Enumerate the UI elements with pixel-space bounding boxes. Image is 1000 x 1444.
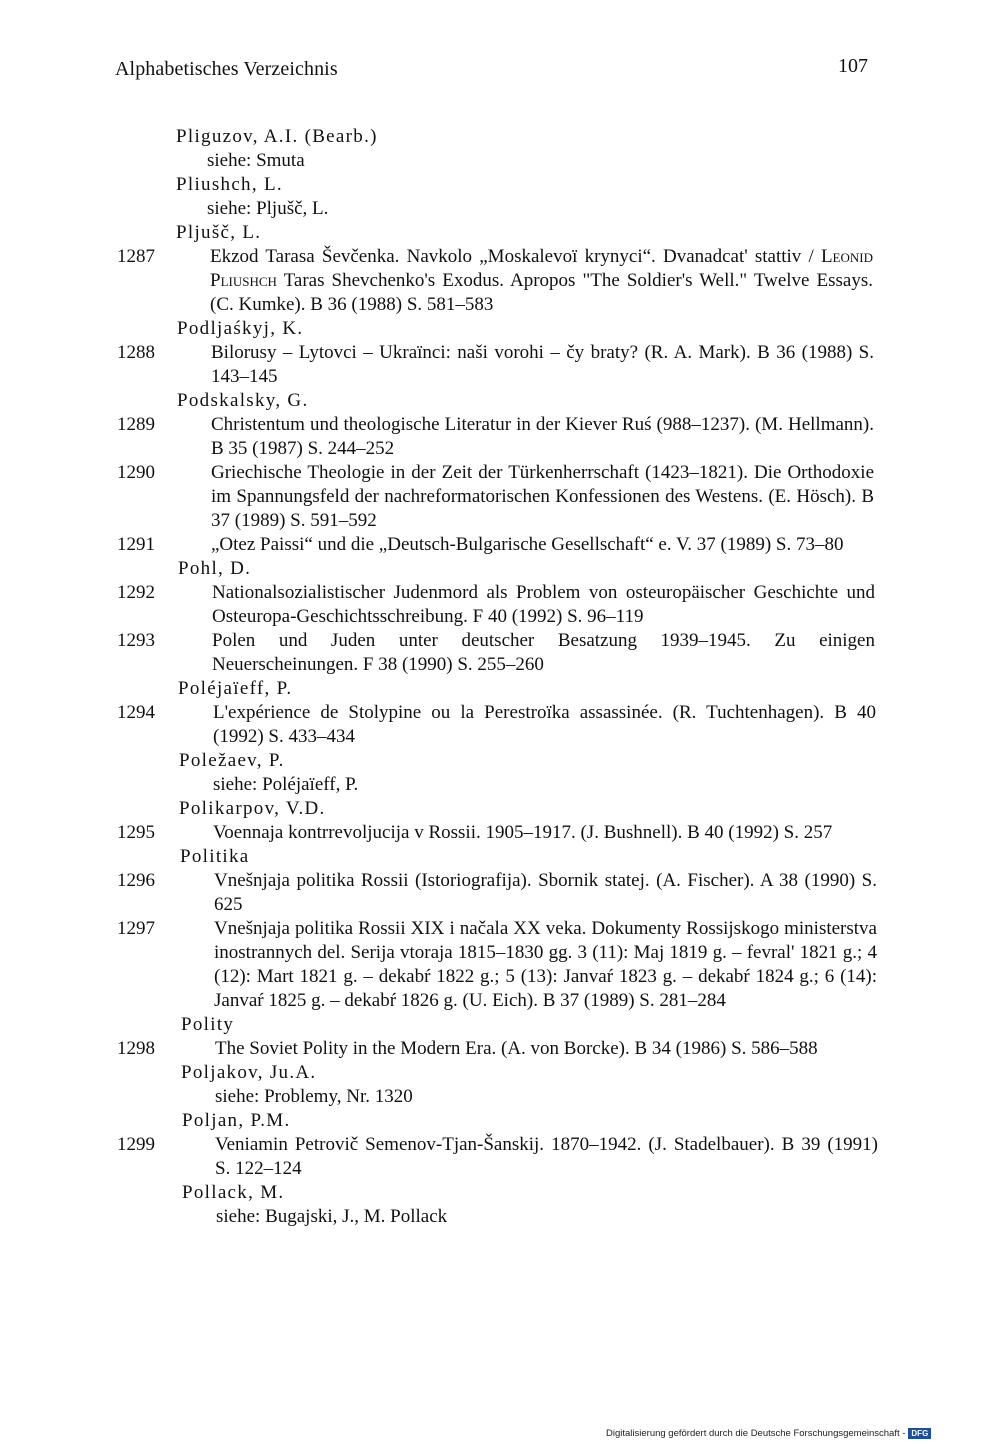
author-heading: Pollack, M. xyxy=(182,1182,285,1203)
entry-text: Christentum und theologische Literatur in der Kiever Ruś (988–1237). (M. Hellmann). B 35 (1987) S. 244–252 xyxy=(211,414,874,459)
dfg-logo: DFG xyxy=(908,1428,931,1439)
digitization-footer xyxy=(606,1428,931,1439)
entry-text: Griechische Theologie in der Zeit der Türkenherrschaft (1423–1821). Die Orthodoxie im Spannungsfeld der nachreformatorischen Konfessionen des Westens. (E. Hösch). B 37 (1989) S. 591–592 xyxy=(211,462,874,531)
bibliography-entry xyxy=(0,821,1000,845)
author-heading: Poljan, P.M. xyxy=(182,1110,291,1131)
running-header-title: Alphabetisches Verzeichnis xyxy=(115,58,338,80)
bibliography-entry xyxy=(0,413,1000,461)
author-heading: Polikarpov, V.D. xyxy=(179,798,326,819)
entry-text: Bilorusy – Lytovci – Ukraïnci: naši vorohi – čy braty? (R. A. Mark). B 36 (1988) S. 143–145 xyxy=(211,342,874,387)
entry-number: 1297 xyxy=(117,918,155,939)
author-heading: Pliguzov, A.I. (Bearb.) xyxy=(176,126,378,147)
bibliography-entry xyxy=(0,869,1000,917)
entry-text: The Soviet Polity in the Modern Era. (A. von Borcke). B 34 (1986) S. 586–588 xyxy=(215,1038,818,1059)
entry-number: 1299 xyxy=(117,1134,155,1155)
entry-number: 1288 xyxy=(117,342,155,363)
bibliography-entry xyxy=(0,581,1000,629)
entry-text: Veniamin Petrovič Semenov-Tjan-Šanskij. 1870–1942. (J. Stadelbauer). B 39 (1991) S. 122–124 xyxy=(215,1134,878,1179)
see-reference: siehe: Poléjaïeff, P. xyxy=(213,774,359,795)
entry-text: „Otez Paissi“ und die „Deutsch-Bulgarische Gesellschaft“ e. V. 37 (1989) S. 73–80 xyxy=(211,534,844,555)
page-number: 107 xyxy=(838,55,868,77)
bibliography-entry xyxy=(0,701,1000,749)
entry-text: Nationalsozialistischer Judenmord als Problem von osteuropäischer Geschichte und Osteuropa-Geschichtsschreibung. F 40 (1992) S. 96–119 xyxy=(212,582,875,627)
author-heading: Poléjaïeff, P. xyxy=(178,678,293,699)
author-heading: Podskalsky, G. xyxy=(177,390,309,411)
entry-number: 1291 xyxy=(117,534,155,555)
entry-text: Voennaja kontrrevoljucija v Rossii. 1905–1917. (J. Bushnell). B 40 (1992) S. 257 xyxy=(213,822,833,843)
bibliography-entry xyxy=(0,917,1000,1013)
author-heading: Politika xyxy=(180,846,250,867)
entry-text: Vnešnjaja politika Rossii XIX i načala XX veka. Dokumenty Rossijskogo ministerstva inostrannych del. Serija vtoraja 1815–1830 gg. 3 (11): Maj 1819 g. – fevral' 1821 g.; 4 (12): Mart 1821 g. – dekabŕ 1822 g.; 5 (13): Janvaŕ 1823 g. – dekabŕ 1824 g.; 6 (14): Janvaŕ 1825 g. – dekabŕ 1826 g. (U. Eich). B 37 (1989) S. 281–284 xyxy=(214,918,877,1011)
entry-text: Ekzod Tarasa Ševčenka. Navkolo „Moskalevoï krynyci“. Dvanadcat' stattiv / Leonid Pliushch Taras Shevchenko's Exodus. Apropos "The Soldier's Well." Twelve Essays. (C. Kumke). B 36 (1988) S. 581–583 xyxy=(210,246,873,315)
see-reference: siehe: Smuta xyxy=(207,150,305,171)
bibliography-entry xyxy=(0,1037,1000,1061)
entry-number: 1294 xyxy=(117,702,155,723)
bibliography-entry xyxy=(0,533,1000,557)
entry-text: Vnešnjaja politika Rossii (Istoriografija). Sbornik statej. (A. Fischer). A 38 (1990) S. 625 xyxy=(214,870,877,915)
author-heading: Pliushch, L. xyxy=(176,174,283,195)
author-heading: Poležaev, P. xyxy=(179,750,285,771)
bibliography-entry xyxy=(0,461,1000,533)
entry-number: 1295 xyxy=(117,822,155,843)
bibliography-entry xyxy=(0,341,1000,389)
author-heading: Poljakov, Ju.A. xyxy=(181,1062,317,1083)
author-heading: Pljušč, L. xyxy=(176,222,262,243)
entry-number: 1296 xyxy=(117,870,155,891)
entry-number: 1287 xyxy=(117,246,155,267)
author-heading: Podljaśkyj, K. xyxy=(177,318,304,339)
see-reference: siehe: Pljušč, L. xyxy=(207,198,329,219)
author-heading: Pohl, D. xyxy=(178,558,252,579)
footer-text: Digitalisierung gefördert durch die Deutsche Forschungsgemeinschaft - xyxy=(606,1428,906,1440)
see-reference: siehe: Problemy, Nr. 1320 xyxy=(215,1086,413,1107)
entry-number: 1293 xyxy=(117,630,155,651)
entry-text: Polen und Juden unter deutscher Besatzung 1939–1945. Zu einigen Neuerscheinungen. F 38 (1990) S. 255–260 xyxy=(212,630,875,675)
bibliography-entry xyxy=(0,1133,1000,1181)
index-entries xyxy=(0,125,1000,1229)
entry-number: 1292 xyxy=(117,582,155,603)
entry-number: 1298 xyxy=(117,1038,155,1059)
see-reference: siehe: Bugajski, J., M. Pollack xyxy=(216,1206,448,1227)
author-heading: Polity xyxy=(181,1014,235,1035)
bibliography-entry xyxy=(0,245,1000,317)
entry-number: 1290 xyxy=(117,462,155,483)
entry-number: 1289 xyxy=(117,414,155,435)
bibliography-entry xyxy=(0,629,1000,677)
entry-text: L'expérience de Stolypine ou la Perestroïka assassinée. (R. Tuchtenhagen). B 40 (1992) S. 433–434 xyxy=(213,702,876,747)
